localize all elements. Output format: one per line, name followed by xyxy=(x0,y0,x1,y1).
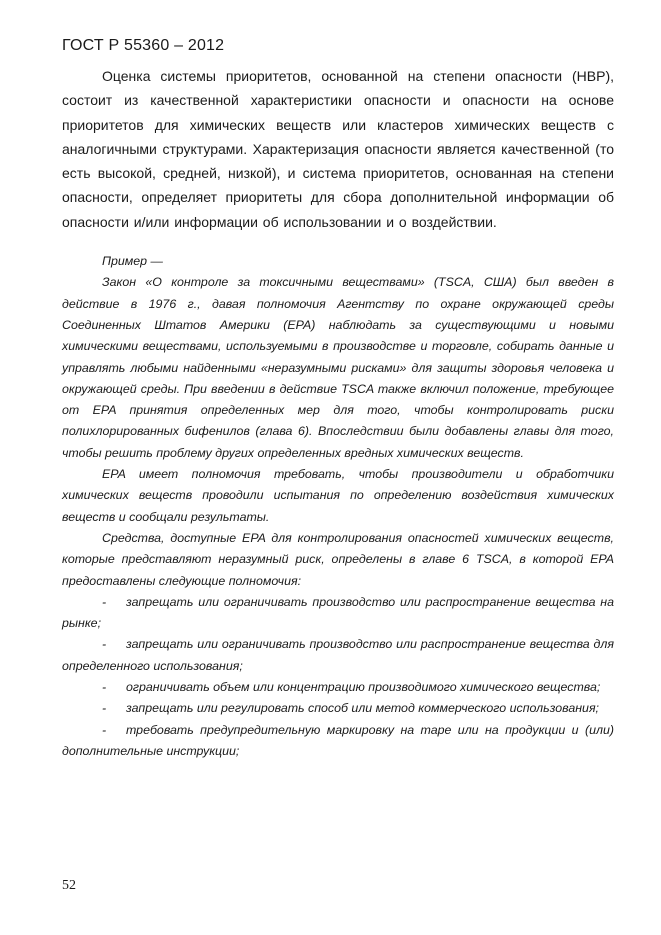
list-dash: - xyxy=(102,594,107,609)
list-dash: - xyxy=(102,680,107,695)
example-title: Пример — xyxy=(102,254,163,269)
example-block xyxy=(62,251,614,762)
list-item-text: запрещать или ограничивать производство или распространение вещества на рынке; xyxy=(62,594,614,631)
list-item-text: запрещать или ограничивать производство или распространение вещества для определенного использования; xyxy=(62,637,614,673)
list-item-text: запрещать или регулировать способ или метод коммерческого использования; xyxy=(126,701,600,716)
list-dash: - xyxy=(102,701,107,716)
list-item-text: требовать предупредительную маркировку на таре или на продукции и (или) дополнительные инструкции; xyxy=(62,722,614,758)
document-body xyxy=(62,64,614,762)
list-item xyxy=(62,592,614,635)
list-item-text: ограничивать объем или концентрацию производимого химического вещества; xyxy=(126,680,601,695)
list-dash: - xyxy=(102,722,107,737)
list-item xyxy=(62,720,614,763)
intro-paragraph: Оценка системы приоритетов, основанной на степени опасности (НВР), состоит из качественной характеристики опасности и опасности на основе приоритетов для химических веществ или кластеров химических веществ с аналогичными структурами. Характеризация опасности является качественной (то есть высокой, средней, низкой), и система приоритетов, основанная на степени опасности, определяет приоритеты для сбора дополнительной информации об опасности и/или информации об использовании и о воздействии. xyxy=(62,68,614,230)
list-item xyxy=(62,634,614,677)
list-item xyxy=(62,677,614,698)
example-paragraph-3: Средства, доступные EPA для контролирования опасностей химических веществ, которые представляют неразумный риск, определены в главе 6 TSCA, в которой EPA предоставлены следующие полномочия: xyxy=(62,530,614,588)
example-paragraph-2: EPA имеет полномочия требовать, чтобы производители и обработчики химических веществ проводили испытания по определению воздействия химических веществ и сообщали результаты. xyxy=(62,467,614,524)
list-dash: - xyxy=(102,637,107,652)
page-number: 52 xyxy=(62,878,76,893)
standard-header: ГОСТ Р 55360 – 2012 xyxy=(62,37,225,54)
example-paragraph-1: Закон «О контроле за токсичными веществами» (TSCA, США) был введен в действие в 1976 г., давая полномочия Агентству по охране окружающей среды Соединенных Штатов Америки (EPA) наблюдать за существующими и новыми химическими веществами, используемыми в производстве и торговле, собирать данные и управлять любыми найденными «неразумными рисками» для защиты здоровья человека и окружающей среды. При введении в действие TSCA также включил положение, требующее от EPA принятия определенных мер для того, чтобы контролировать риски полихлорированных бифенилов (глава 6). Впоследствии были добавлены главы для того, чтобы решить проблему других определенных вредных химических веществ. xyxy=(62,275,614,460)
list-item xyxy=(62,698,614,719)
